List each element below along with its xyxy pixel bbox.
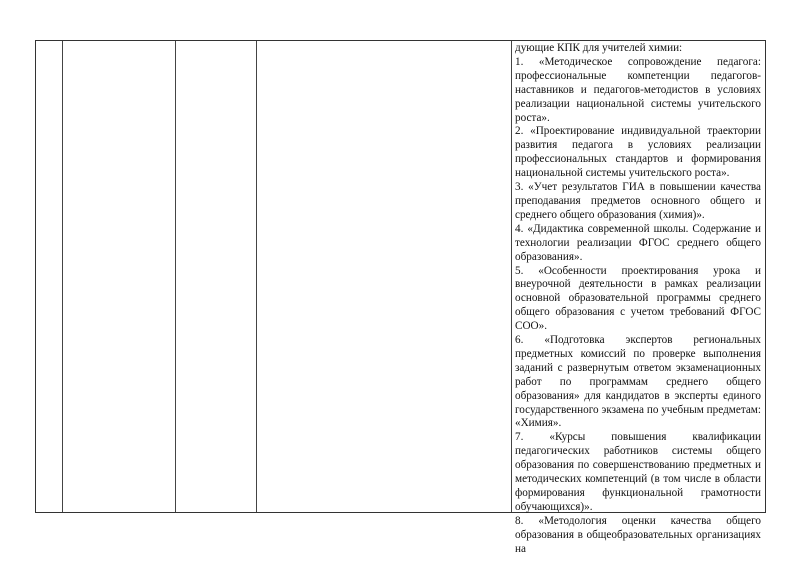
column-divider (175, 41, 176, 512)
course-item: 6. «Подготовка экспертов региональных предметных комиссий по проверке выполнения заданий с развернутым ответом экзаменационных работ по программам среднего общего образования» для кандидатов в эксперты единого государственного экзамена по учебным предметам: «Химия». (515, 334, 761, 430)
course-item: 5. «Особенности проектирования урока и внеурочной деятельности в рамках реализации основной образовательной программы среднего общего образования с учетом требований ФГОС СОО». (515, 264, 761, 333)
course-item: 2. «Проектирование индивидуальной траектории развития педагога в условиях реализации профессиональных стандартов и формирования национальной системы учительского роста». (515, 125, 761, 180)
course-item: 7. «Курсы повышения квалификации педагогических работников системы общего образования по совершенствованию предметных и методических компетенций (в том числе в области формирования функциональной грамотности обучающихся)». (515, 431, 761, 513)
courses-intro: дующие КПК для учителей химии: (515, 42, 683, 54)
course-item: 8. «Методология оценки качества общего образования в общеобразовательных организациях на (515, 514, 761, 555)
course-item: 4. «Дидактика современной школы. Содержание и технологии реализации ФГОС среднего общего образования». (515, 222, 761, 263)
column-divider (256, 41, 257, 512)
courses-table (35, 40, 766, 555)
course-item: 3. «Учет результатов ГИА в повышении качества преподавания предметов основного общего и среднего общего образования (химия)». (515, 181, 761, 221)
course-item: 1. «Методическое сопровождение педагога: профессиональные компетенции педагогов-наставников и педагогов-методистов в условиях реализации национальной системы учительского роста». (515, 55, 761, 124)
column-divider (511, 41, 512, 512)
column-divider (62, 41, 63, 512)
courses-list-cell (515, 42, 761, 557)
